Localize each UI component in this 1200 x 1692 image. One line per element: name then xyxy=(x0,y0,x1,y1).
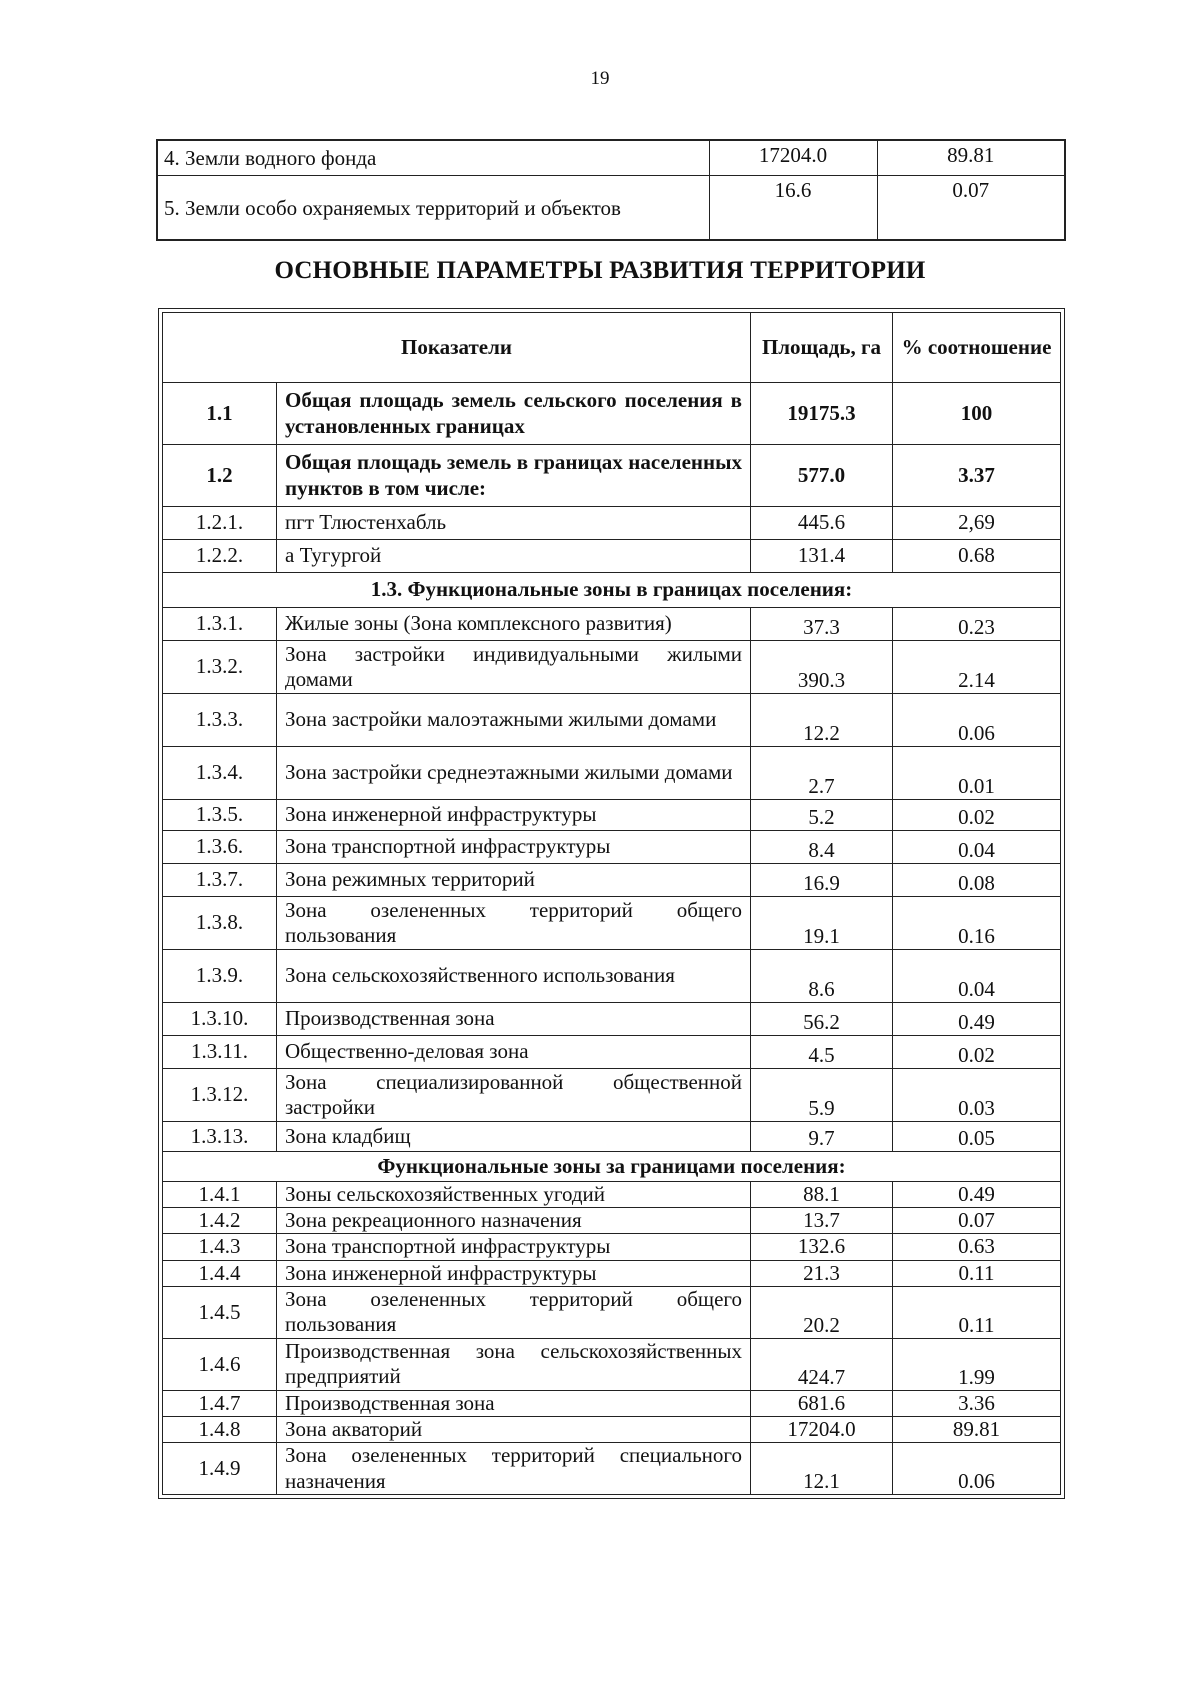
row-area: 390.3 xyxy=(751,641,893,694)
header-indicator: Показатели xyxy=(163,313,751,383)
table-row xyxy=(163,540,1061,573)
row-area: 8.6 xyxy=(751,950,893,1003)
category-name: 4. Земли водного фонда xyxy=(157,140,709,175)
row-number: 1.3.13. xyxy=(163,1122,277,1152)
row-area: 9.7 xyxy=(751,1122,893,1152)
row-indicator: а Тугургой xyxy=(277,540,751,573)
row-percent: 0.07 xyxy=(893,1208,1061,1234)
row-number: 1.4.8 xyxy=(163,1416,277,1442)
row-number: 1.4.9 xyxy=(163,1443,277,1495)
row-area: 132.6 xyxy=(751,1234,893,1260)
table-row xyxy=(163,1036,1061,1069)
table-row xyxy=(163,950,1061,1003)
header-percent: % соотношение xyxy=(893,313,1061,383)
row-indicator: Зона транспортной инфраструктуры xyxy=(277,831,751,864)
row-area: 5.2 xyxy=(751,800,893,831)
row-percent: 1.99 xyxy=(893,1338,1061,1390)
table-row xyxy=(163,694,1061,747)
table-row xyxy=(163,747,1061,800)
row-indicator: Зона застройки малоэтажными жилыми домами xyxy=(277,694,751,747)
row-percent: 0.08 xyxy=(893,864,1061,897)
row-percent: 0.02 xyxy=(893,800,1061,831)
row-percent: 0.06 xyxy=(893,694,1061,747)
table-row xyxy=(163,831,1061,864)
row-indicator: Общая площадь земель сельского поселения в установленных границах xyxy=(277,383,751,445)
table-row xyxy=(163,507,1061,540)
row-percent: 0.49 xyxy=(893,1003,1061,1036)
row-percent: 89.81 xyxy=(893,1416,1061,1442)
row-indicator: Зона инженерной инфраструктуры xyxy=(277,1260,751,1286)
row-indicator: Зона специализированной общественной застройки xyxy=(277,1069,751,1122)
row-percent: 0.11 xyxy=(893,1260,1061,1286)
row-number: 1.3.3. xyxy=(163,694,277,747)
row-number: 1.2 xyxy=(163,445,277,507)
table-row xyxy=(163,800,1061,831)
row-number: 1.3.12. xyxy=(163,1069,277,1122)
row-percent: 0.11 xyxy=(893,1286,1061,1338)
row-area: 16.9 xyxy=(751,864,893,897)
table-row xyxy=(163,641,1061,694)
table-row xyxy=(163,864,1061,897)
row-area: 20.2 xyxy=(751,1286,893,1338)
row-number: 1.3.10. xyxy=(163,1003,277,1036)
table-row xyxy=(163,1234,1061,1260)
row-area: 12.1 xyxy=(751,1443,893,1495)
row-number: 1.3.7. xyxy=(163,864,277,897)
row-number: 1.3.6. xyxy=(163,831,277,864)
row-area: 5.9 xyxy=(751,1069,893,1122)
row-indicator: Зона рекреационного назначения xyxy=(277,1208,751,1234)
category-name: 5. Земли особо охраняемых территорий и объектов xyxy=(157,175,709,240)
row-percent: 0.04 xyxy=(893,831,1061,864)
row-indicator: Зона кладбищ xyxy=(277,1122,751,1152)
row-percent: 0.04 xyxy=(893,950,1061,1003)
table-row xyxy=(157,140,1065,175)
row-percent: 3.37 xyxy=(893,445,1061,507)
table-row xyxy=(163,1069,1061,1122)
row-percent: 0.16 xyxy=(893,897,1061,950)
row-percent: 0.03 xyxy=(893,1069,1061,1122)
table-row xyxy=(157,175,1065,240)
row-area: 13.7 xyxy=(751,1208,893,1234)
table-row xyxy=(163,445,1061,507)
row-indicator: Производственная зона xyxy=(277,1003,751,1036)
row-indicator: Производственная зона xyxy=(277,1390,751,1416)
table-row xyxy=(163,608,1061,641)
table-row xyxy=(163,1182,1061,1208)
row-number: 1.3.1. xyxy=(163,608,277,641)
category-area: 16.6 xyxy=(709,175,877,240)
row-area: 56.2 xyxy=(751,1003,893,1036)
table-row xyxy=(163,1416,1061,1442)
row-area: 12.2 xyxy=(751,694,893,747)
row-area: 131.4 xyxy=(751,540,893,573)
row-indicator: Зона застройки индивидуальными жилыми домами xyxy=(277,641,751,694)
development-parameters-table xyxy=(162,312,1061,1495)
row-number: 1.3.4. xyxy=(163,747,277,800)
row-number: 1.4.1 xyxy=(163,1182,277,1208)
header-area: Площадь, га xyxy=(751,313,893,383)
section-row xyxy=(163,573,1061,608)
row-percent: 0.23 xyxy=(893,608,1061,641)
row-indicator: Общественно-деловая зона xyxy=(277,1036,751,1069)
row-area: 445.6 xyxy=(751,507,893,540)
row-number: 1.1 xyxy=(163,383,277,445)
row-percent: 0.49 xyxy=(893,1182,1061,1208)
category-percent: 89.81 xyxy=(877,140,1065,175)
category-percent: 0.07 xyxy=(877,175,1065,240)
row-number: 1.4.6 xyxy=(163,1338,277,1390)
row-indicator: Зона сельскохозяйственного использования xyxy=(277,950,751,1003)
row-percent: 0.06 xyxy=(893,1443,1061,1495)
row-area: 2.7 xyxy=(751,747,893,800)
row-area: 424.7 xyxy=(751,1338,893,1390)
table-row xyxy=(163,897,1061,950)
row-percent: 0.01 xyxy=(893,747,1061,800)
table-row xyxy=(163,1260,1061,1286)
row-indicator: Жилые зоны (Зона комплексного развития) xyxy=(277,608,751,641)
table-row xyxy=(163,1390,1061,1416)
row-area: 19.1 xyxy=(751,897,893,950)
table-row xyxy=(163,1003,1061,1036)
table-row xyxy=(163,383,1061,445)
section-heading-inside: 1.3. Функциональные зоны в границах поселения: xyxy=(163,573,1061,608)
row-area: 4.5 xyxy=(751,1036,893,1069)
row-percent: 0.68 xyxy=(893,540,1061,573)
row-number: 1.3.8. xyxy=(163,897,277,950)
row-area: 19175.3 xyxy=(751,383,893,445)
category-area: 17204.0 xyxy=(709,140,877,175)
row-number: 1.3.5. xyxy=(163,800,277,831)
row-percent: 100 xyxy=(893,383,1061,445)
table-row xyxy=(163,1208,1061,1234)
row-number: 1.3.9. xyxy=(163,950,277,1003)
row-indicator: Зона озелененных территорий специального назначения xyxy=(277,1443,751,1495)
row-indicator: Зона озелененных территорий общего пользования xyxy=(277,1286,751,1338)
row-number: 1.3.2. xyxy=(163,641,277,694)
row-percent: 0.02 xyxy=(893,1036,1061,1069)
row-indicator: Зона инженерной инфраструктуры xyxy=(277,800,751,831)
section-heading-outside: Функциональные зоны за границами поселения: xyxy=(163,1152,1061,1182)
row-area: 88.1 xyxy=(751,1182,893,1208)
row-indicator: Зона транспортной инфраструктуры xyxy=(277,1234,751,1260)
row-area: 37.3 xyxy=(751,608,893,641)
row-indicator: Зона режимных территорий xyxy=(277,864,751,897)
table-row xyxy=(163,1122,1061,1152)
row-number: 1.2.2. xyxy=(163,540,277,573)
row-number: 1.2.1. xyxy=(163,507,277,540)
row-percent: 2.14 xyxy=(893,641,1061,694)
row-number: 1.3.11. xyxy=(163,1036,277,1069)
row-number: 1.4.7 xyxy=(163,1390,277,1416)
row-area: 8.4 xyxy=(751,831,893,864)
page-number: 19 xyxy=(590,68,610,89)
section-row xyxy=(163,1152,1061,1182)
table-row xyxy=(163,1443,1061,1495)
row-number: 1.4.3 xyxy=(163,1234,277,1260)
row-number: 1.4.2 xyxy=(163,1208,277,1234)
section-title: ОСНОВНЫЕ ПАРАМЕТРЫ РАЗВИТИЯ ТЕРРИТОРИИ xyxy=(274,257,926,284)
row-area: 681.6 xyxy=(751,1390,893,1416)
row-area: 577.0 xyxy=(751,445,893,507)
row-indicator: Общая площадь земель в границах населенных пунктов в том числе: xyxy=(277,445,751,507)
row-percent: 0.05 xyxy=(893,1122,1061,1152)
row-indicator: Зона озелененных территорий общего пользования xyxy=(277,897,751,950)
row-indicator: пгт Тлюстенхабль xyxy=(277,507,751,540)
row-number: 1.4.4 xyxy=(163,1260,277,1286)
header-row xyxy=(163,313,1061,383)
row-percent: 0.63 xyxy=(893,1234,1061,1260)
row-indicator: Зона застройки среднеэтажными жилыми домами xyxy=(277,747,751,800)
row-indicator: Зоны сельскохозяйственных угодий xyxy=(277,1182,751,1208)
table-row xyxy=(163,1338,1061,1390)
row-number: 1.4.5 xyxy=(163,1286,277,1338)
land-categories-table xyxy=(156,139,1066,241)
row-area: 17204.0 xyxy=(751,1416,893,1442)
row-indicator: Зона акваторий xyxy=(277,1416,751,1442)
table-row xyxy=(163,1286,1061,1338)
row-percent: 3.36 xyxy=(893,1390,1061,1416)
row-indicator: Производственная зона сельскохозяйственных предприятий xyxy=(277,1338,751,1390)
row-area: 21.3 xyxy=(751,1260,893,1286)
row-percent: 2,69 xyxy=(893,507,1061,540)
